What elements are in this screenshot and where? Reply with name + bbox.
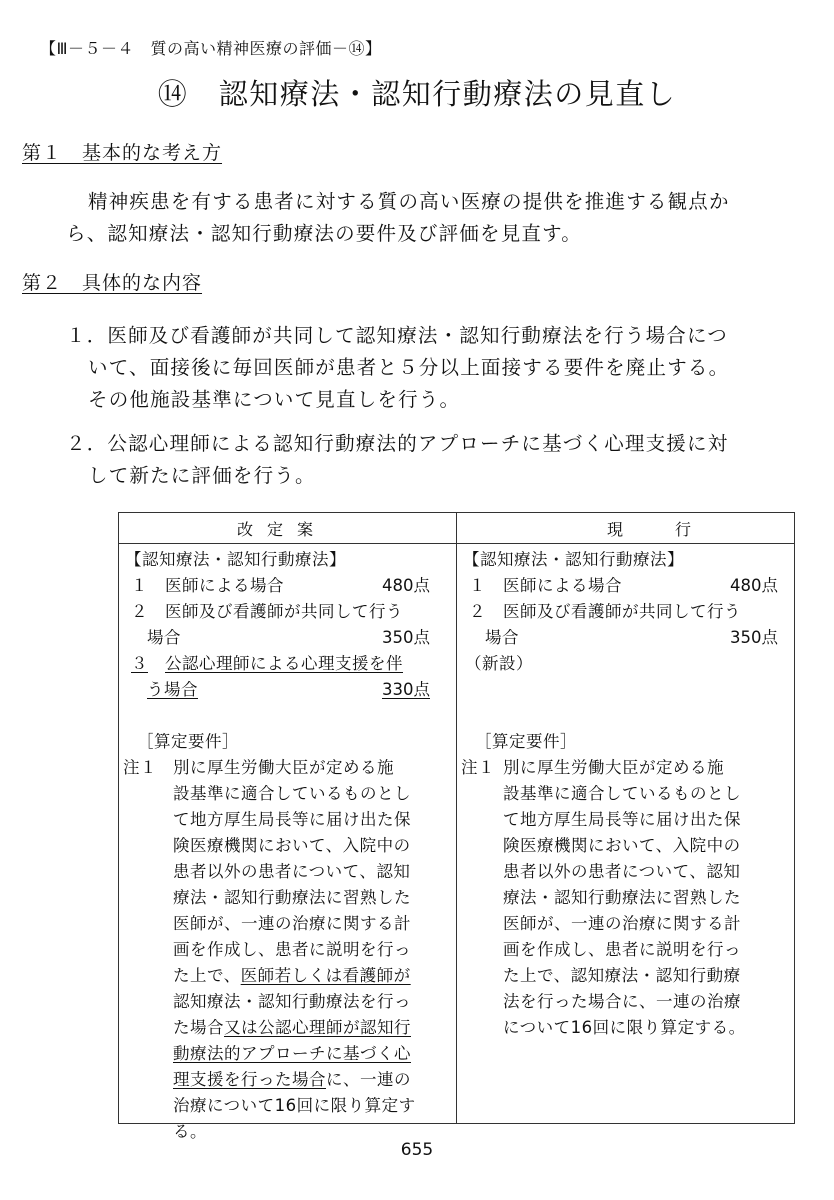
right-row1-label: １ 医師による場合 [469,576,622,595]
left-note-line: 治療について16回に限り算定す [173,1096,416,1115]
note-text-amended: 理支援を行った場合 [173,1070,326,1089]
right-row2-label-b: 場合 [485,628,519,647]
intro-line-2: ら、認知療法・認知行動療法の要件及び評価を見直す。 [66,222,582,245]
left-row2-points: 350点 [382,628,430,647]
left-note-line: 別に厚生労働大臣が定める施 [173,758,394,777]
right-note-line: 設基準に適合しているものとし [503,784,741,803]
comparison-table [118,512,795,1141]
left-note-line: 認知療法・認知行動療法を行っ [173,992,411,1011]
column-header-current: 現行 [607,520,744,539]
left-note-line: 設基準に適合しているものとし [173,784,411,803]
right-note-line: 医師が、一連の治療に関する計 [503,914,741,933]
left-note-line [173,1067,411,1093]
left-note-line: 動療法的アプローチに基づく心 [173,1044,411,1063]
left-row3-points: 330点 [382,680,430,699]
left-note-line: 医師が、一連の治療に関する計 [173,914,411,933]
item1-line-3: その他施設基準について見直しを行う。 [88,388,461,411]
intro-line-1: 精神疾患を有する患者に対する質の高い医療の提供を推進する観点か [88,190,730,213]
left-row3-label-b: う場合 [147,680,198,699]
right-row1-points: 480点 [730,576,778,595]
right-req-heading: ［算定要件］ [475,732,577,751]
left-row3-num: ３ [131,654,148,673]
right-note-line: て地方厚生局長等に届け出た保 [503,810,741,829]
left-note-line: る。 [173,1122,207,1141]
left-row2-label-b: 場合 [147,628,181,647]
left-note-line: 患者以外の患者について、認知 [173,862,411,881]
right-row2-label-a: ２ 医師及び看護師が共同して行う [469,602,741,621]
left-note-line: て地方厚生局長等に届け出た保 [173,810,411,829]
right-note-label: 注１ [461,758,495,777]
note-text-amended: 医師若しくは看護師が [240,966,411,985]
left-row1-points: 480点 [382,576,430,595]
note-text: た上で、 [173,966,241,985]
left-note-label: 注１ [123,758,157,777]
page-number: 655 [400,1140,434,1160]
right-note-line: 別に厚生労働大臣が定める施 [503,758,724,777]
right-note-line: 法を行った場合に、一連の治療 [503,992,741,1011]
note-text: た場合 [173,1018,224,1037]
right-note-line: について16回に限り算定する。 [503,1018,746,1037]
section-heading-details: 第２ 具体的な内容 [22,272,203,294]
section-heading-basic-approach: 第１ 基本的な考え方 [22,142,223,164]
column-header-proposed: 改定案 [237,520,328,539]
breadcrumb: 【Ⅲ－５－４ 質の高い精神医療の評価－⑭】 [40,39,382,58]
left-note-line: 療法・認知行動療法に習熟した [173,888,411,907]
right-category: 【認知療法・認知行動療法】 [463,550,684,569]
left-row1-label: １ 医師による場合 [131,576,284,595]
right-note-line: 険医療機関において、入院中の [503,836,741,855]
left-note-line: 険医療機関において、入院中の [173,836,411,855]
page-title: ⑭ 認知療法・認知行動療法の見直し [157,77,677,111]
left-note-line: 画を作成し、患者に説明を行っ [173,940,411,959]
right-note-line: た上で、認知療法・認知行動療 [503,966,741,985]
left-row2-label-a: ２ 医師及び看護師が共同して行う [131,602,403,621]
item2-line-2: して新たに評価を行う。 [88,464,316,487]
left-note-line [173,963,411,989]
header-divider [119,543,794,544]
right-note-line: 患者以外の患者について、認知 [503,862,741,881]
left-req-heading: ［算定要件］ [137,732,239,751]
note-text: に、一連の [326,1070,411,1089]
item1-line-1: １．医師及び看護師が共同して認知療法・認知行動療法を行う場合につ [66,324,729,347]
item2-line-1: ２．公認心理師による認知行動療法的アプローチに基づく心理支援に対 [66,432,729,455]
column-divider [456,513,457,1123]
left-row3-label-a: 公認心理師による心理支援を伴 [165,654,403,673]
right-note-line: 画を作成し、患者に説明を行っ [503,940,741,959]
left-note-line [173,1015,411,1041]
right-new-label: （新設） [465,654,533,673]
left-category: 【認知療法・認知行動療法】 [125,550,346,569]
right-row2-points: 350点 [730,628,778,647]
note-text-amended: 又は公認心理師が認知行 [224,1018,411,1037]
item1-line-2: いて、面接後に毎回医師が患者と５分以上面接する要件を廃止する。 [88,356,730,379]
right-note-line: 療法・認知行動療法に習熟した [503,888,741,907]
